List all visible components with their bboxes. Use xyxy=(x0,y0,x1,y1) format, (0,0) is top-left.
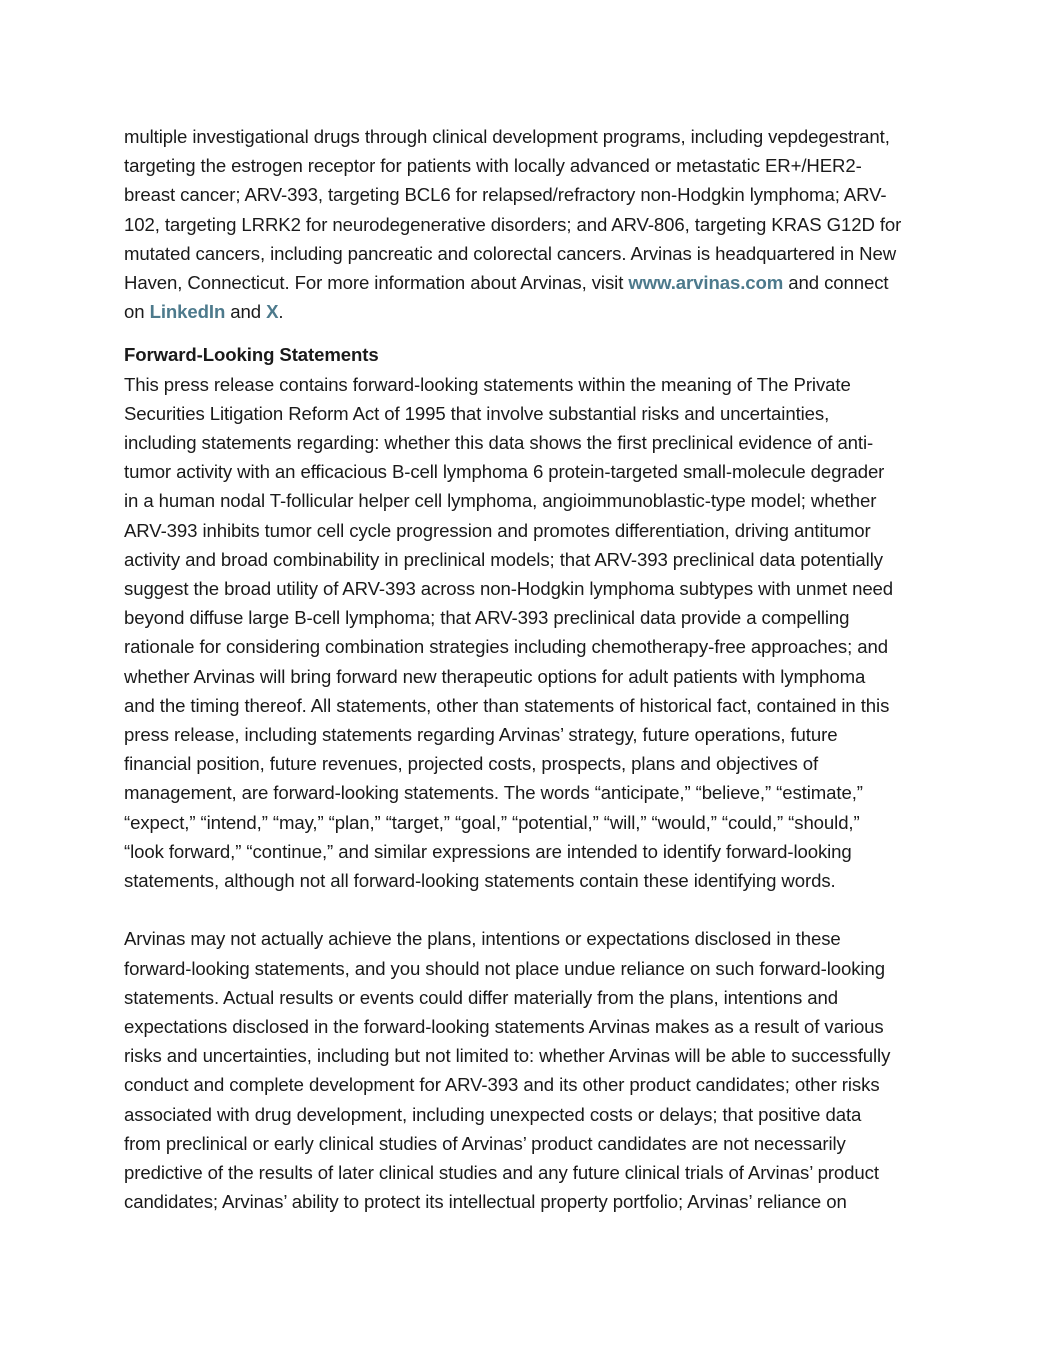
paragraph-spacer xyxy=(124,895,932,924)
paragraph-line: beyond diffuse large B-cell lymphoma; that ARV-393 preclinical data provide a compelling xyxy=(124,607,850,629)
paragraph-line: statements. Actual results or events could differ materially from the plans, intentions and xyxy=(124,986,839,1008)
paragraph-line: forward-looking statements, and you should not place undue reliance on such forward-looking xyxy=(124,957,885,979)
paragraph-line: tumor activity with an efficacious B-cell lymphoma 6 protein-targeted small-molecule degrader xyxy=(124,461,885,483)
paragraph-line: in a human nodal T-follicular helper cell lymphoma, angioimmunoblastic-type model; whether xyxy=(124,490,877,512)
paragraph-line: statements, although not all forward-looking statements contain these identifying words. xyxy=(124,870,836,892)
intro-line: 102, targeting LRRK2 for neurodegenerative disorders; and ARV-806, targeting KRAS G12D for xyxy=(124,213,902,235)
x-link[interactable]: X xyxy=(266,301,279,323)
intro-line-website xyxy=(124,268,932,297)
forward-looking-paragraph-2 xyxy=(124,924,932,1216)
paragraph-line: activity and broad combinability in preclinical models; that ARV-393 preclinical data potentially xyxy=(124,548,883,570)
forward-looking-heading: Forward-Looking Statements xyxy=(124,344,379,366)
intro-line-social xyxy=(124,297,932,326)
linkedin-link[interactable]: LinkedIn xyxy=(149,301,226,323)
paragraph-line: rationale for considering combination strategies including chemotherapy-free approaches; and xyxy=(124,636,888,658)
paragraph-line: conduct and complete development for ARV-393 and its other product candidates; other risks xyxy=(124,1074,880,1096)
forward-looking-paragraph-1 xyxy=(124,370,932,896)
paragraph-line: expectations disclosed in the forward-looking statements Arvinas makes as a result of various xyxy=(124,1016,884,1038)
paragraph-line: “expect,” “intend,” “may,” “plan,” “target,” “goal,” “potential,” “will,” “would,” “could,” “should,” xyxy=(124,811,860,833)
intro-line: mutated cancers, including pancreatic and colorectal cancers. Arvinas is headquartered in New xyxy=(124,242,897,264)
intro-text: Haven, Connecticut. For more information about Arvinas, visit xyxy=(124,272,629,294)
document-page xyxy=(124,122,932,1217)
intro-line: targeting the estrogen receptor for patients with locally advanced or metastatic ER+/HER2- xyxy=(124,155,862,177)
website-link[interactable]: www.arvinas.com xyxy=(628,272,784,294)
intro-paragraph xyxy=(124,122,932,326)
paragraph-line: including statements regarding: whether this data shows the first preclinical evidence of anti- xyxy=(124,432,874,454)
paragraph-line: candidates; Arvinas’ ability to protect its intellectual property portfolio; Arvinas’ reliance on xyxy=(124,1191,847,1213)
paragraph-line: whether Arvinas will bring forward new therapeutic options for adult patients with lymphoma xyxy=(124,665,866,687)
paragraph-line: This press release contains forward-looking statements within the meaning of The Private xyxy=(124,373,851,395)
intro-text: and xyxy=(225,301,267,323)
paragraph-line: suggest the broad utility of ARV-393 across non-Hodgkin lymphoma subtypes with unmet need xyxy=(124,578,894,600)
intro-line: breast cancer; ARV-393, targeting BCL6 for relapsed/refractory non-Hodgkin lymphoma; ARV- xyxy=(124,184,887,206)
intro-text: . xyxy=(278,301,284,323)
intro-text: on xyxy=(124,301,150,323)
intro-line: multiple investigational drugs through clinical development programs, including vepdegestrant, xyxy=(124,126,890,147)
paragraph-line: Arvinas may not actually achieve the plans, intentions or expectations disclosed in these xyxy=(124,928,841,950)
paragraph-line: financial position, future revenues, projected costs, prospects, plans and objectives of xyxy=(124,753,819,775)
paragraph-line: press release, including statements regarding Arvinas’ strategy, future operations, future xyxy=(124,724,838,746)
paragraph-line: Securities Litigation Reform Act of 1995 that involve substantial risks and uncertainties, xyxy=(124,402,830,424)
intro-text: and connect xyxy=(783,272,889,294)
paragraph-line: “look forward,” “continue,” and similar expressions are intended to identify forward-looking xyxy=(124,840,852,862)
paragraph-line: and the timing thereof. All statements, other than statements of historical fact, contained in this xyxy=(124,694,890,716)
paragraph-line: predictive of the results of later clinical studies and any future clinical trials of Arvinas’ product xyxy=(124,1162,879,1184)
paragraph-line: from preclinical or early clinical studies of Arvinas’ product candidates are not necessarily xyxy=(124,1132,846,1154)
paragraph-line: ARV-393 inhibits tumor cell cycle progression and promotes differentiation, driving antitumor xyxy=(124,519,871,541)
paragraph-line: risks and uncertainties, including but not limited to: whether Arvinas will be able to successfully xyxy=(124,1045,891,1067)
paragraph-line: management, are forward-looking statements. The words “anticipate,” “believe,” “estimate,” xyxy=(124,782,863,804)
paragraph-line: associated with drug development, including unexpected costs or delays; that positive data xyxy=(124,1103,862,1125)
